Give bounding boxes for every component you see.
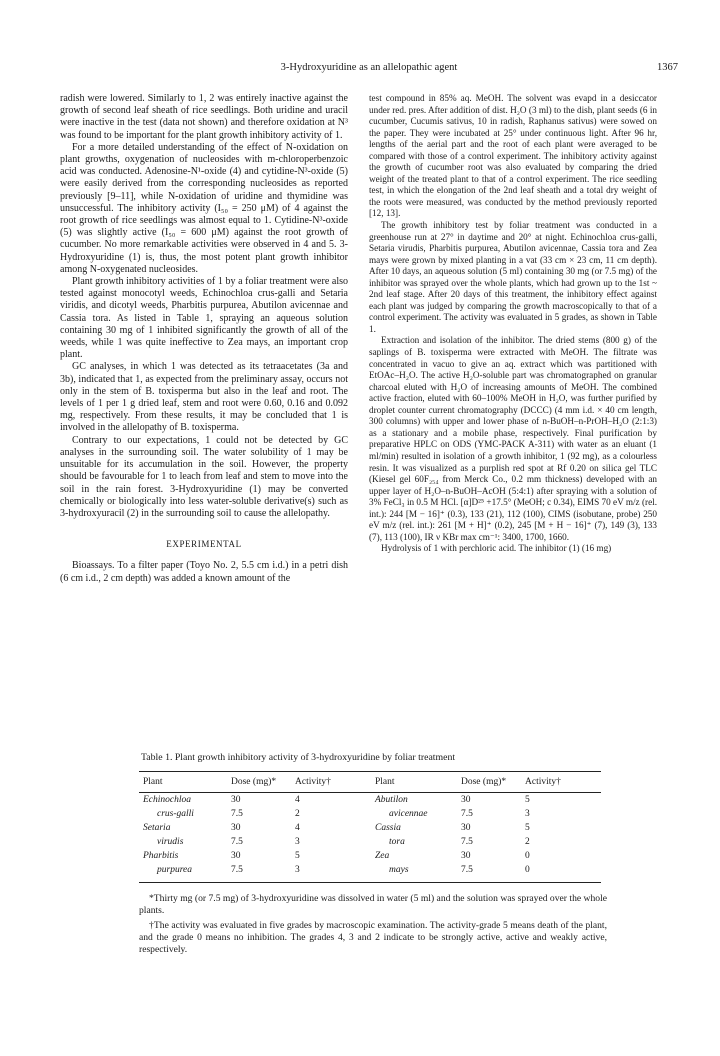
paragraph-bioassays: Bioassays. To a filter paper (Toyo No. 2, 5.5 cm i.d.) in a petri dish (6 cm i.d., 2 cm depth) was added a known amount of the — [60, 560, 348, 584]
table-cell: crus-galli — [157, 809, 194, 819]
table-cell: Zea — [375, 851, 390, 861]
table-cell: 30 — [461, 851, 471, 861]
table-header-row — [139, 772, 601, 793]
table-cell: 5 — [525, 795, 530, 805]
section-heading-experimental: EXPERIMENTAL — [166, 539, 242, 550]
paragraph: GC analyses, in which 1 was detected as its tetraacetates (3a and 3b), indicated that 1, as expected from the preliminary assay, occurs not only in the stem of B. toxisperma but also in the leaf and root. The levels of 1 per 1 g dried leaf, stem and root were 0.60, 0.16 and 0.092 mg, respectively. From these results, it may be concluded that 1 is involved in the allelopathy of B. toxisperma. — [60, 361, 348, 434]
table-row — [139, 835, 601, 849]
table-cell: mays — [389, 865, 409, 875]
paragraph: For a more detailed understanding of the effect of N-oxidation on plant growths, oxygenation of nucleosides with m-chloroperbenzoic acid was conducted. Adenosine-N¹-oxide (4) and cytidine-N³-oxide (5) were easily derived from the corresponding nucleosides as reported previously [9–11], while N-oxidation of uridine and thymidine was unsuccessful. The inhibitory activity (I₅₀ = 250 μM) of 4 against the root growth of rice seedlings was almost equal to 1. Cytidine-N³-oxide (5) was slightly active (I₅₀ = 600 μM) against the root growth of cucumber. No more remarkable activities were observed in 4 and 5. 3-Hydroxyuridine (1) is, thus, the most potent plant growth inhibitor among N-oxygenated nucleosides. — [60, 141, 348, 275]
table-cell: 0 — [525, 851, 530, 861]
table-cell: 2 — [525, 837, 530, 847]
table-cell: 30 — [231, 823, 241, 833]
paragraph: radish were lowered. Similarly to 1, 2 was entirely inactive against the growth of second leaf sheath of rice seedlings. Both uridine and uracil were inactive in the test (data not shown) and therefore oxidation at N³ was found to be important for the plant growth inhibitory activity of 1. — [60, 93, 348, 141]
column-header: Dose (mg)* — [231, 777, 277, 787]
table-cell: 7.5 — [231, 865, 243, 875]
paragraph: Contrary to our expectations, 1 could not be detected by GC analyses in the surrounding soil. The water solubility of 1 may be unsuitable for its accumulation in the soil. However, the property should be favourable for 1 to leach from leaf and stem to move into the soil in the rain forest. 3-Hydroxyuridine (1) may be converted chemically or biologically into less water-soluble derivative(s) such as 3-hydroxyuracil (2) in the surrounding soil to cause the allelopathy. — [60, 434, 348, 519]
table-1 — [131, 752, 607, 958]
table-row — [139, 807, 601, 821]
table-cell: 3 — [295, 837, 300, 847]
column-header: Dose (mg)* — [461, 777, 507, 787]
table-cell: 5 — [295, 851, 300, 861]
paragraph: Plant growth inhibitory activities of 1 by a foliar treatment were also tested against monocotyl weeds, Echinochloa crus-galli and Setaria viridis, and dicotyl weeds, Pharbitis purpurea, Abutilon avicennae and Cassia tora. As listed in Table 1, spraying an aqueous solution containing 30 mg of 1 inhibited significantly the growth of all of the weeds, while 1 was quite ineffective to Zea mays, an important crop plant. — [60, 276, 348, 361]
table-cell: Pharbitis — [143, 851, 179, 861]
table-cell: 5 — [525, 823, 530, 833]
table-cell: 3 — [525, 809, 530, 819]
table-cell: Setaria — [143, 823, 171, 833]
table-cell: 2 — [295, 809, 300, 819]
table-cell: 4 — [295, 823, 300, 833]
running-header — [60, 62, 678, 78]
table-row — [139, 821, 601, 835]
column-header: Activity† — [525, 777, 561, 787]
footnote: *Thirty mg (or 7.5 mg) of 3-hydroxyuridine was dissolved in water (5 ml) and the solution was sprayed over the whole plants. — [139, 893, 607, 917]
left-column — [60, 93, 348, 585]
table-cell: purpurea — [157, 865, 193, 875]
column-header: Activity† — [295, 777, 331, 787]
paragraph: Hydrolysis of 1 with perchloric acid. The inhibitor (1) (16 mg) — [381, 543, 612, 554]
table-cell: 7.5 — [461, 809, 473, 819]
table-cell: avicennae — [389, 809, 428, 819]
table-cell: 30 — [461, 795, 471, 805]
table-cell: 0 — [525, 865, 530, 875]
table-cell: 30 — [461, 823, 471, 833]
table-footnotes — [139, 893, 607, 956]
footnote: †The activity was evaluated in five grades by macroscopic examination. The activity-grade 5 means death of the plant, and the grade 0 means no inhibition. The grades 4, 3 and 2 indicate to be strongly active, active and weakly active, respectively. — [139, 919, 607, 956]
table-cell: 7.5 — [231, 837, 243, 847]
table-cell: Echinochloa — [143, 795, 192, 805]
table-cell: 4 — [295, 795, 300, 805]
running-title: 3-Hydroxyuridine as an allelopathic agent — [280, 62, 458, 73]
table-cell: virudis — [157, 837, 184, 847]
column-header: Plant — [375, 777, 395, 787]
paragraph: Extraction and isolation of the inhibitor. The dried stems (800 g) of the saplings of B. toxisperma were extracted with MeOH. The filtrate was concentrated in vacuo to give an aq. extract which was partitioned with EtOAc–H₂O. The active H₂O-soluble part was chromatographed on granular charcoal eluted with H₂O of increasing amounts of MeOH. The combined active fraction, eluted with 60–100% MeOH in H₂O, was further purified by droplet counter current chromatography (DCCC) (4 mm i.d. × 40 cm length, 300 columns) with upper and lower phase of n-BuOH–n-PrOH–H₂O (2:1:3) as a stationary and a mobile phase, respectively. Final purification by preparative HPLC on ODS (YMC-PACK A-311) with water as an eluant (1 ml/min) resulted in isolation of a growth inhibitor, 1 (92 mg), as a colourless resin. It was visualized as a purplish red spot at Rf 0.20 on silica gel TLC (Kiesel gel 60F₂₅₄ from Merck Co., 0.2 mm thickness) developed with an upper layer of H₂O–n-BuOH–AcOH (5:4:1) after spraying with a solution of 3% FeCl₃ in 0.5 M HCl. [α]D²⁵ +17.5° (MeOH; c 0.34), EIMS 70 eV m/z (rel. int.): 244 [M − 16]⁺ (0.3), 133 (21), 112 (100), CIMS (isobutane, probe) 250 eV m/z (rel. int.): 261 [M + H]⁺ (0.2), 245 [M + H − 16]⁺ (7), 149 (3), 133 (7), 113 (100), IR ν KBr max cm⁻¹: 3400, 1700, 1660. — [369, 335, 657, 542]
table-caption: Table 1. Plant growth inhibitory activity of 3-hydroxyuridine by foliar treatment — [141, 752, 456, 763]
table-cell: 7.5 — [461, 865, 473, 875]
table-cell: Cassia — [375, 823, 401, 833]
table-cell: Abutilon — [375, 795, 408, 805]
right-column — [369, 93, 657, 555]
activity-table — [139, 771, 601, 883]
table-cell: 30 — [231, 851, 241, 861]
table-row — [139, 849, 601, 863]
table-row — [139, 863, 601, 883]
table-cell: 7.5 — [461, 837, 473, 847]
table-cell: 3 — [295, 865, 300, 875]
column-header: Plant — [143, 777, 163, 787]
page-number: 1367 — [657, 62, 678, 73]
table-row — [139, 793, 601, 808]
paragraph: test compound in 85% aq. MeOH. The solvent was evapd in a desiccator under red. pres. After addition of dist. H₂O (3 ml) to the dish, plant seeds (6 in cucumber, Cucumis sativus, 10 in radish, Raphanus sativus) were sowed on the paper. They were incubated at 25° under continuous light. After 96 hr, lengths of the aerial part and the root of each plant were averaged to be compared with those of a control experiment. The inhibitory activity against the growth of cucumber root was also evaluated by comparing the dried weight of the treated plant to that of a control experiment. The rice seedling test, in which the elongation of the 2nd leaf sheath and a total dry weight of the roots were measured, was conducted by the method previously reported [12, 13]. — [369, 93, 657, 219]
table-cell: 30 — [231, 795, 241, 805]
paragraph: The growth inhibitory test by foliar treatment was conducted in a greenhouse run at 27° in daytime and 20° at night. Echinochloa crus-galli, Setaria virudis, Pharbitis purpurea, Abutilon avicennae, Cassia tora and Zea mays were grown by mixed planting in a vat (33 cm × 23 cm, 11 cm depth). After 10 days, an aqueous solution (5 ml) containing 30 mg (or 7.5 mg) of the inhibitor was sprayed over the whole plants, which had grown up to the 1st ~ 2nd leaf stage. After 20 days of this treatment, the inhibitory effect against each plant was judged by comparing the growth macroscopically to that of a control experiment. The activity was evaluated in 5 grades, as shown in Table 1. — [369, 220, 657, 334]
table-cell: tora — [389, 837, 405, 847]
table-cell: 7.5 — [231, 809, 243, 819]
